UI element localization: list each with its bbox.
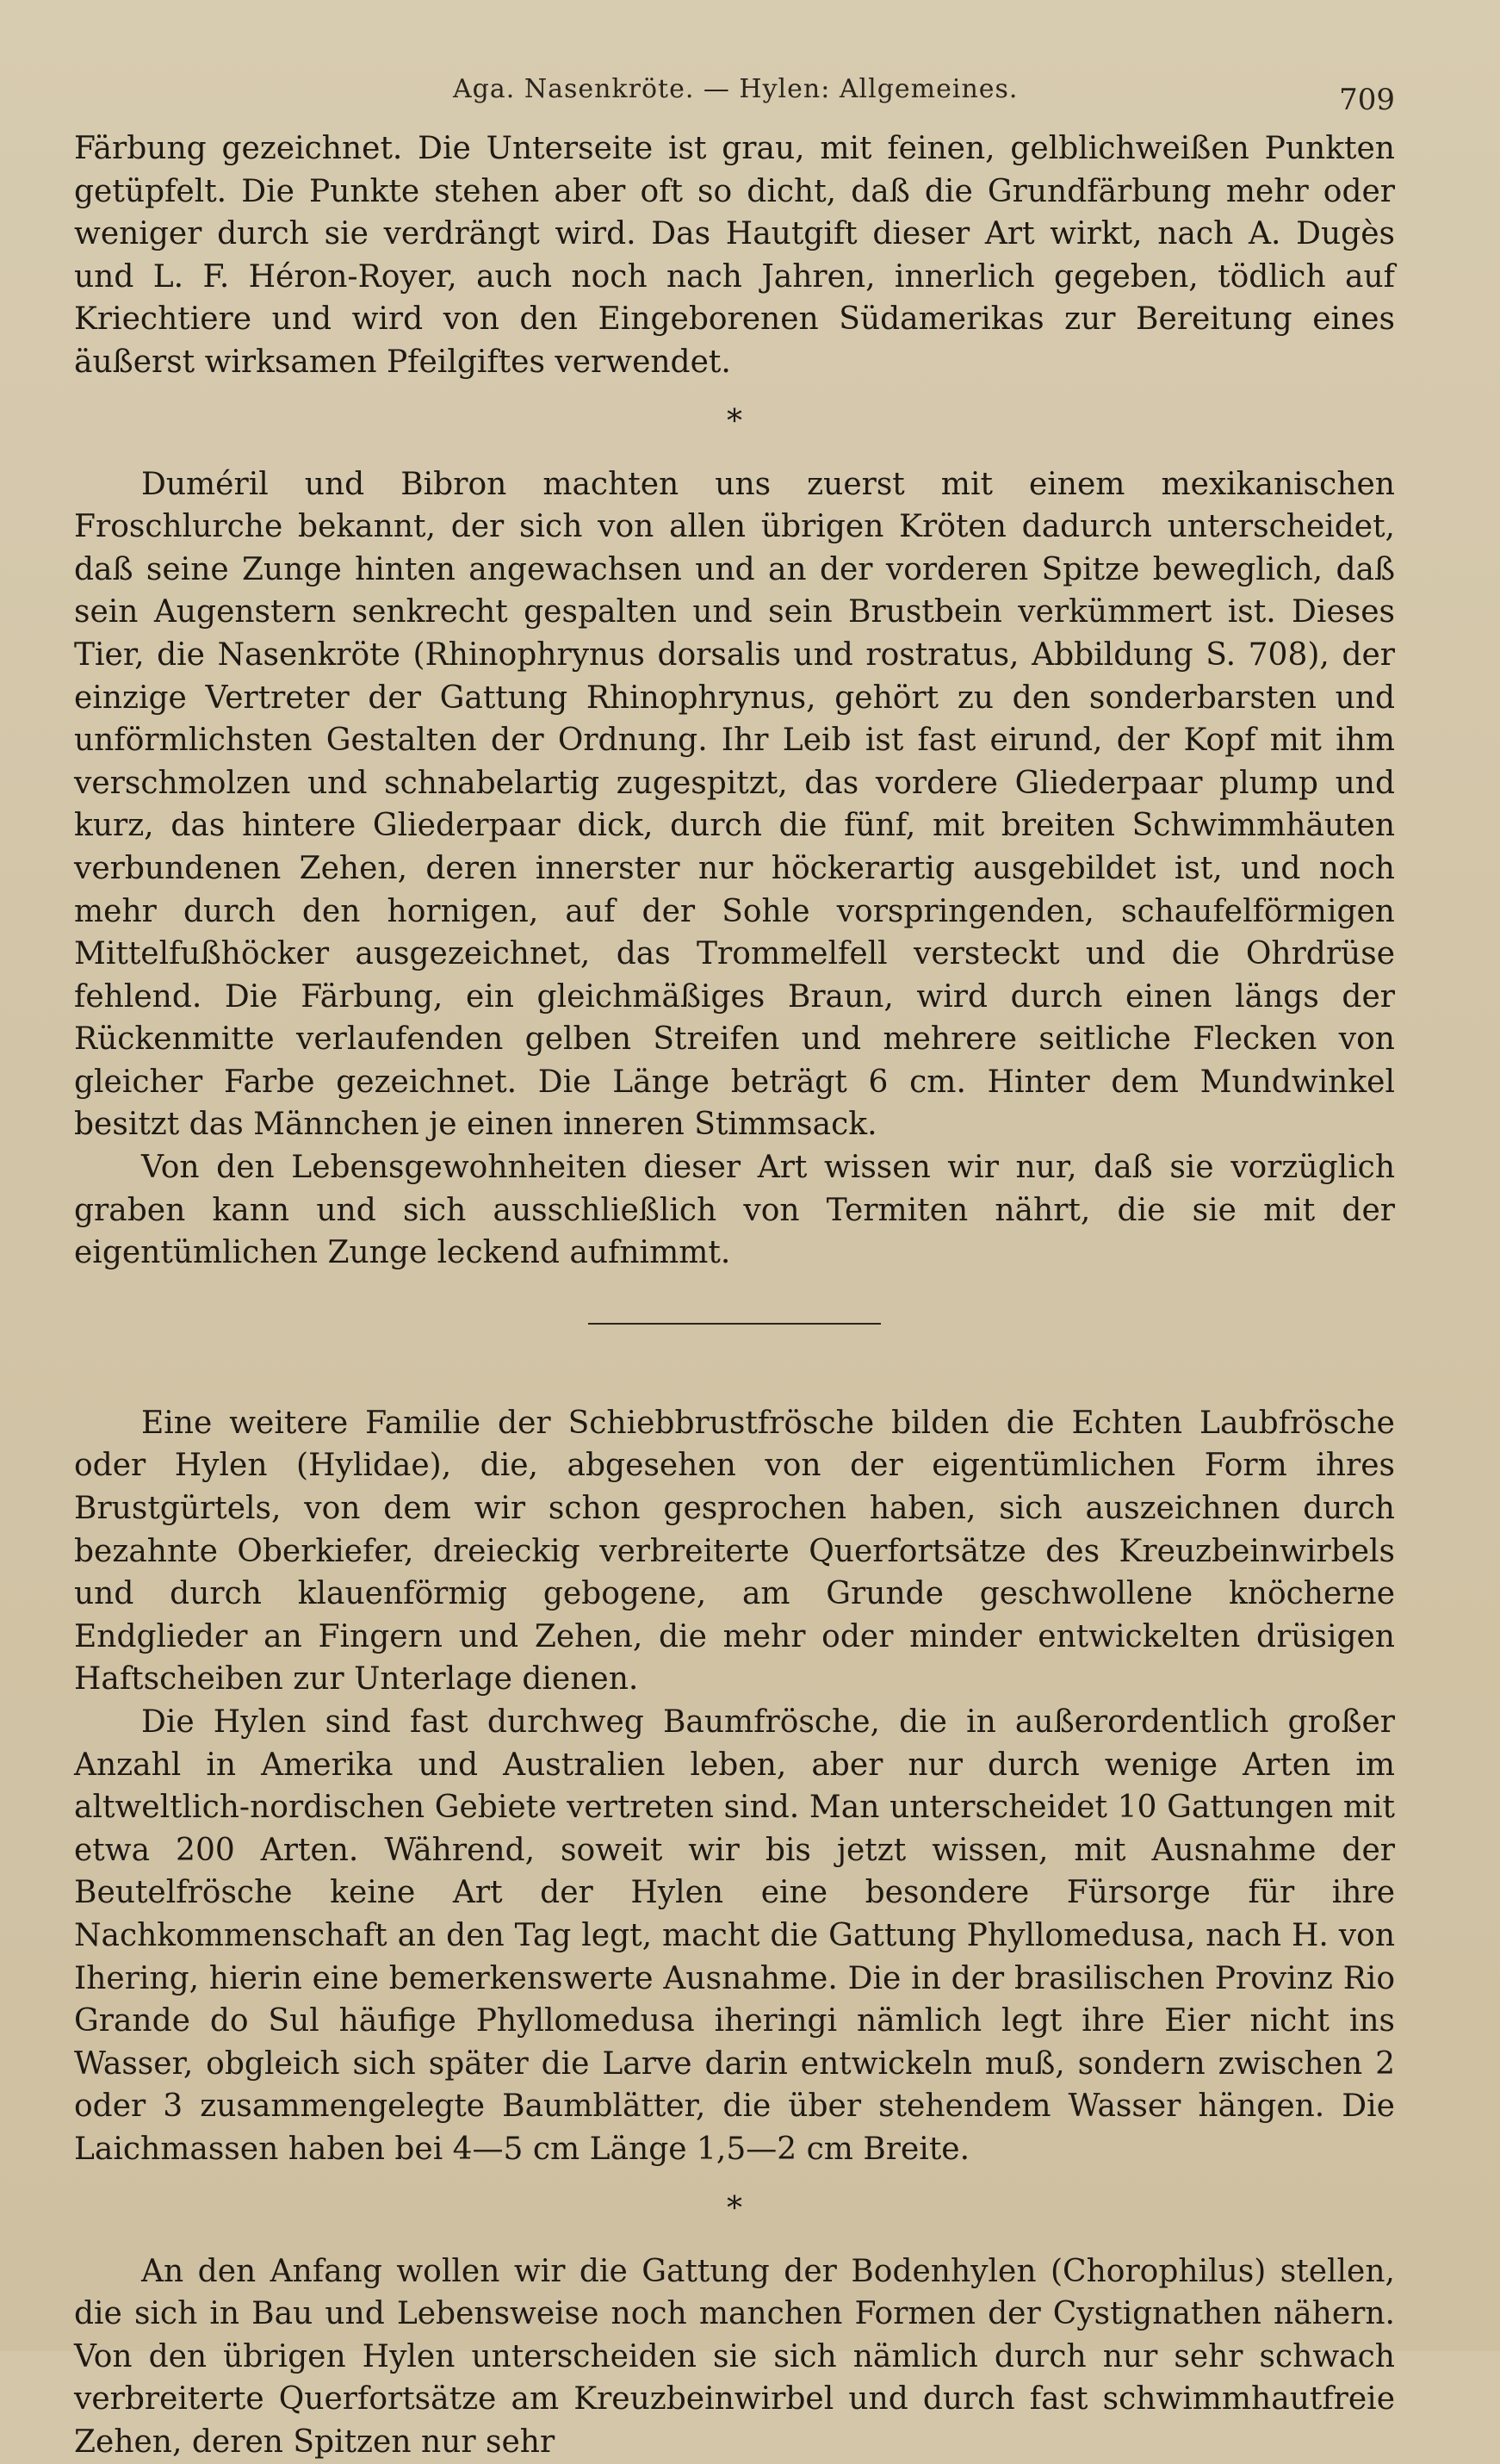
section-asterisk: * [727,403,742,439]
page-header [74,67,1395,127]
section-asterisk: * [727,2190,742,2226]
paragraph-nasenkroete: Duméril und Bibron machten uns zuerst mit einem mexikanischen Froschlurche bekannt, der sich von allen übrigen Kröten dadurch unterscheidet, daß seine Zunge hinten angewachsen und an der vorderen Spitze beweglich, daß sein Augenstern senkrecht gespalten und sein Brustbein verkümmert ist. Dieses Tier, die Nasenkröte (Rhinophrynus dorsalis und rostratus, Abbildung S. 708), der einzige Vertreter der Gattung Rhinophrynus, gehört zu den sonderbarsten und unförmlichsten Gestalten der Ordnung. Ihr Leib ist fast eirund, der Kopf mit ihm verschmolzen und schnabelartig zugespitzt, das vordere Gliederpaar plump und kurz, das hintere Gliederpaar dick, durch die fünf, mit breiten Schwimmhäuten verbundenen Zehen, deren innerster nur höckerartig ausgebildet ist, und noch mehr durch den hornigen, auf der Sohle vorspringenden, schaufelförmigen Mittelfußhöcker ausgezeichnet, das Trommelfell versteckt und die Ohrdrüse fehlend. Die Färbung, ein gleichmäßiges Braun, wird durch einen längs der Rückenmitte verlaufenden gelben Streifen und mehrere seitliche Flecken von gleicher Farbe gezeichnet. Die Länge beträgt 6 cm. Hinter dem Mundwinkel besitzt das Männchen je einen inneren Stimmsack. [74,466,1395,1143]
section-divider [588,1323,881,1325]
paragraph-hautgift: Färbung gezeichnet. Die Unterseite ist grau, mit feinen, gelblichweißen Punkten getüpfelt. Die Punkte stehen aber oft so dicht, daß die Grundfärbung mehr oder weniger durch sie verdrängt wird. Das Hautgift dieser Art wirkt, nach A. Dugès und L. F. Héron-Royer, auch noch nach Jahren, innerlich gegeben, tödlich auf Kriechtiere und wird von den Eingeborenen Südamerikas zur Bereitung eines äußerst wirksamen Pfeilgiftes verwendet. [74,131,1395,380]
paragraph-lebensgewohnheiten: Von den Lebensgewohnheiten dieser Art wissen wir nur, daß sie vorzüglich graben kann und sich ausschließlich von Termiten nährt, die sie mit der eigentümlichen Zunge leckend aufnimmt. [74,1150,1395,1271]
running-head: Aga. Nasenkröte. — Hylen: Allgemeines. [453,74,1019,104]
paragraph-hylen-verbreitung: Die Hylen sind fast durchweg Baumfrösche, die in außerordentlich großer Anzahl in Amerika und Australien leben, aber nur durch wenige Arten im altweltlich-nordischen Gebiete vertreten sind. Man unterscheidet 10 Gattungen mit etwa 200 Arten. Während, soweit wir bis jetzt wissen, mit Ausnahme der Beutelfrösche keine Art der Hylen eine besondere Fürsorge für ihre Nachkommenschaft an den Tag legt, macht die Gattung Phyllomedusa, nach H. von Ihering, hierin eine bemerkenswerte Ausnahme. Die in der brasilischen Provinz Rio Grande do Sul häufige Phyllomedusa iheringi nämlich legt ihre Eier nicht ins Wasser, obgleich sich später die Larve darin entwickeln muß, sondern zwischen 2 oder 3 zusammengelegte Baumblätter, die über stehendem Wasser hängen. Die Laichmassen haben bei 4—5 cm Länge 1,5—2 cm Breite. [74,1704,1395,2167]
paragraph-hylen-familie: Eine weitere Familie der Schiebbrustfrösche bilden die Echten Laubfrösche oder Hylen (Hylidae), die, abgesehen von der eigentümlichen Form ihres Brustgürtels, von dem wir schon gesprochen haben, sich auszeichnen durch bezahnte Oberkiefer, dreieckig verbreiterte Querfortsätze des Kreuzbeinwirbels und durch klauenförmig gebogene, am Grunde geschwollene knöcherne Endglieder an Fingern und Zehen, die mehr oder minder entwickelten drüsigen Haftscheiben zur Unterlage dienen. [74,1405,1395,1697]
page-number: 709 [1339,83,1395,117]
paragraph-bodenhylen: An den Anfang wollen wir die Gattung der Bodenhylen (Chorophilus) stellen, die sich in Bau und Lebensweise noch manchen Formen der Cystignathen nähern. Von den übrigen Hylen unterscheiden sie sich nämlich durch nur sehr schwach verbreiterte Querfortsätze am Kreuzbeinwirbel und durch fast schwimmhautfreie Zehen, deren Spitzen nur sehr [74,2253,1395,2460]
